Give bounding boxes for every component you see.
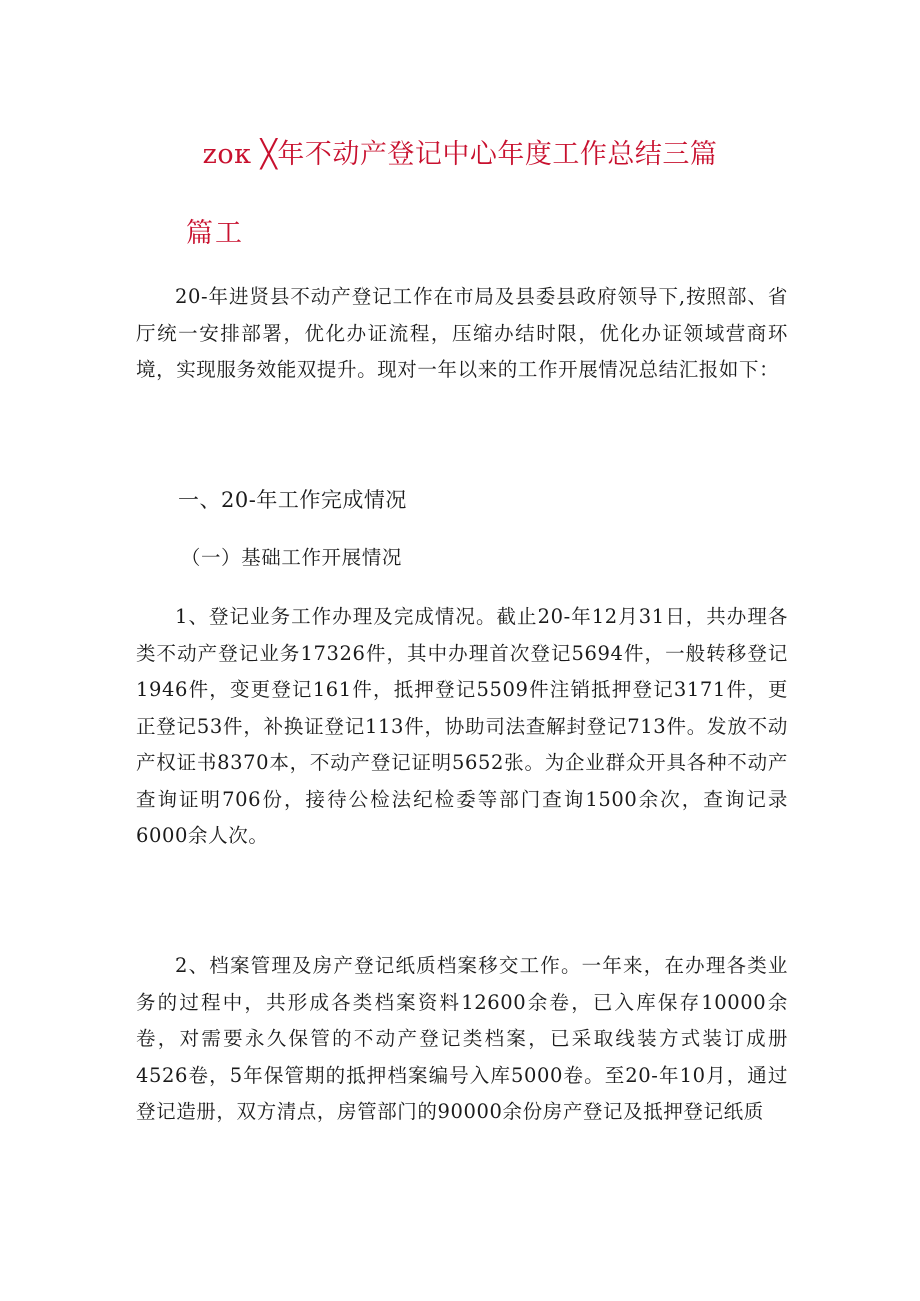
document-subtitle: 篇工: [186, 218, 244, 249]
intro-paragraph: 20-年进贤县不动产登记工作在市局及县委县政府领导下,按照部、省厅统一安排部署，优化办证流程，压缩办结时限，优化办证领域营商环境，实现服务效能双提升。现对一年以来的工作开展情况总结汇报如下：: [136, 285, 788, 381]
subsection-heading: （一）基础工作开展情况: [180, 546, 402, 569]
section-heading: 一、20-年工作完成情况: [178, 488, 407, 512]
document-title: zoк ╳年不动产登记中心年度工作总结三篇: [202, 139, 718, 170]
item-paragraph-1: 1、登记业务工作办理及完成情况。截止20-年12月31日，共办理各类不动产登记业务17326件，其中办理首次登记5694件，一般转移登记1946件，变更登记161件，抵押登记5509件注销抵押登记3171件，更正登记53件，补换证登记113件，协助司法查解封登记713件。发放不动产权证书8370本，不动产登记证明5652张。为企业群众开具各种不动产查询证明706份，接待公检法纪检委等部门查询1500余次，查询记录6000余人次。: [136, 605, 788, 847]
item-paragraph-2: 2、档案管理及房产登记纸质档案移交工作。一年来，在办理各类业务的过程中，共形成各类档案资料12600余卷，已入库保存10000余卷，对需要永久保管的不动产登记类档案，已采取线装方式装订成册4526卷，5年保管期的抵押档案编号入库5000卷。至20-年10月，通过登记造册，双方清点，房管部门的90000余份房产登记及抵押登记纸质: [136, 954, 788, 1123]
